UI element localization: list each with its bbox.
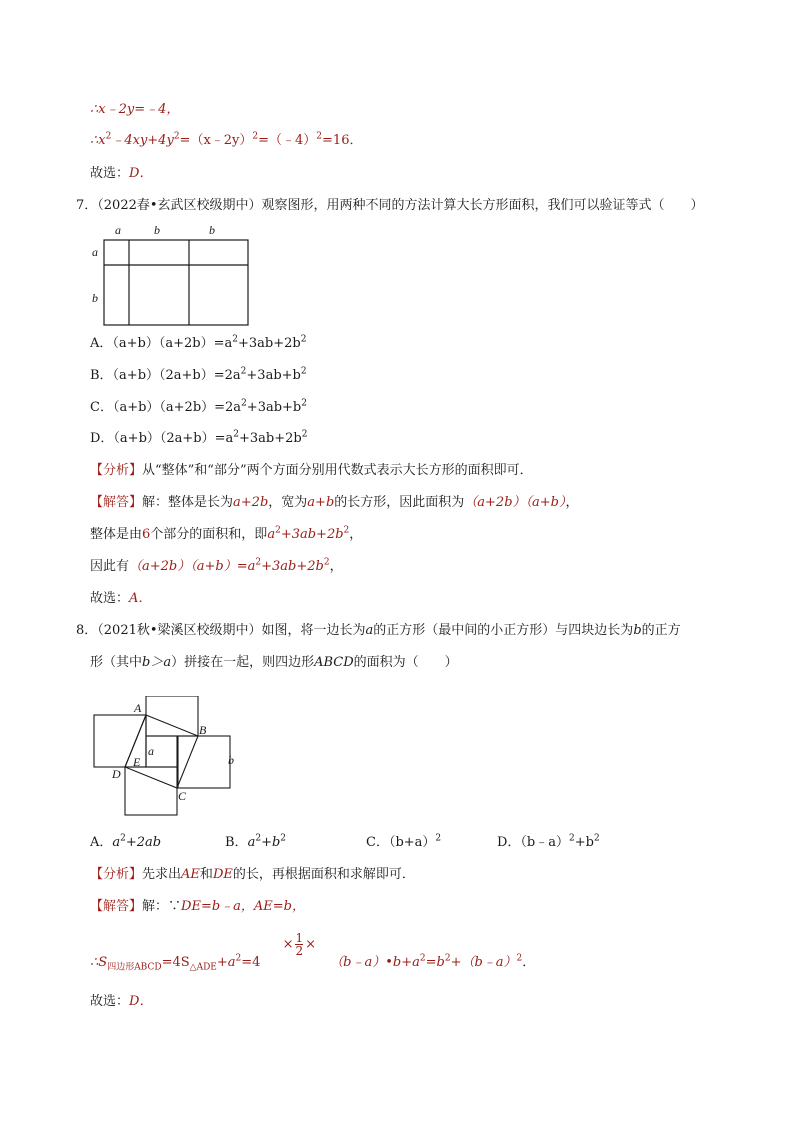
q7-option-d[interactable]: D．$(a+b)(2a+b)=a^2+3ab+2b^2$ [90,429,308,446]
quad-abcd [125,715,198,788]
label-D: D [112,767,121,781]
q8-analysis: 【分析】先求出AE和DE的长，再根据面积和求解即可． [90,867,415,882]
fig-top-b2: b [209,223,215,237]
q8-stem-2: 形（其中b＞a）拼接在一起，则四边形ABCD的面积为（ ） [90,655,458,670]
q8-solution-1: 【解答】解：∵DE=b﹣a，AE=b， [90,899,306,914]
q7-figure [86,218,256,330]
label-E: E [133,755,141,769]
fig-left-b: b [92,291,98,305]
fig-left-a: a [92,245,98,259]
q8-figure [86,696,246,822]
q8-answer: 故选：D． [90,994,153,1009]
label-B: B [199,723,207,737]
q7-analysis: 【分析】从“整体”和“部分”两个方面分别用代数式表示大长方形的面积即可． [90,463,533,478]
q7-answer: 故选：A． [90,591,152,606]
fig-top-b1: b [154,223,160,237]
q8-solution-2: $\therefore S_{四边形ABCD}=4S_{\triangle ADE}+a^2=4$ × $\frac{1}{2}$ × $(b﹣a)•b+a^2=b^2+(b﹣a)^2$． [90,931,536,973]
q8-option-b[interactable]: B．$a^2+b^2$ [225,833,287,850]
big-rectangle [104,240,248,325]
label-b: b [228,753,234,767]
square-bottom [125,767,177,815]
fraction-group: × $\frac{1}{2}$ × [282,931,317,958]
square-top [146,696,198,736]
prev-answer: 故选：D． [90,166,153,181]
label-A: A [134,701,142,715]
q7-option-b[interactable]: B．$(a+b)(2a+b)=2a^2+3ab+b^2$ [90,366,307,383]
q7-solution-2: 整体是由6个部分的面积和，即$a^2+3ab+2b^2$， [90,525,363,542]
q7-solution-1: 【解答】解：整体是长为a+2b，宽为a+b的长方形，因此面积为（a+2b）（a+b）， [90,495,579,510]
q8-option-c[interactable]: C．$(b+a)^2$ [366,833,442,850]
label-C: C [178,789,187,803]
prev-line-1: ∴x﹣2y=﹣4， [90,102,180,117]
prev-line-2: $\therefore x^2﹣4xy+4y^2=(x﹣2y)^2=(﹣4)^2=16$． [90,131,363,148]
square-right [178,736,230,788]
q7-option-a[interactable]: A．$(a+b)(a+2b)=a^2+3ab+2b^2$ [90,334,307,351]
q7-stem: 7．（2022春•玄武区校级期中）观察图形，用两种不同的方法计算大长方形面积，我们可以验证等式（ ） [76,198,704,213]
q8-stem-1: 8．（2021秋•梁溪区校级期中）如图，将一边长为a的正方形（最中间的小正方形）与四块边长为b的正方 [76,623,681,638]
fig-top-a: a [115,223,121,237]
q7-solution-3: 因此有$(a+2b)(a+b)=a^2+3ab+2b^2$， [90,557,343,574]
label-a: a [148,744,154,758]
q8-option-d[interactable]: D．$(b﹣a)^2+b^2$ [497,833,600,850]
q7-option-c[interactable]: C．$(a+b)(a+2b)=2a^2+3ab+b^2$ [90,398,307,415]
q8-option-a[interactable]: A．$a^2+2ab$ [90,833,162,850]
